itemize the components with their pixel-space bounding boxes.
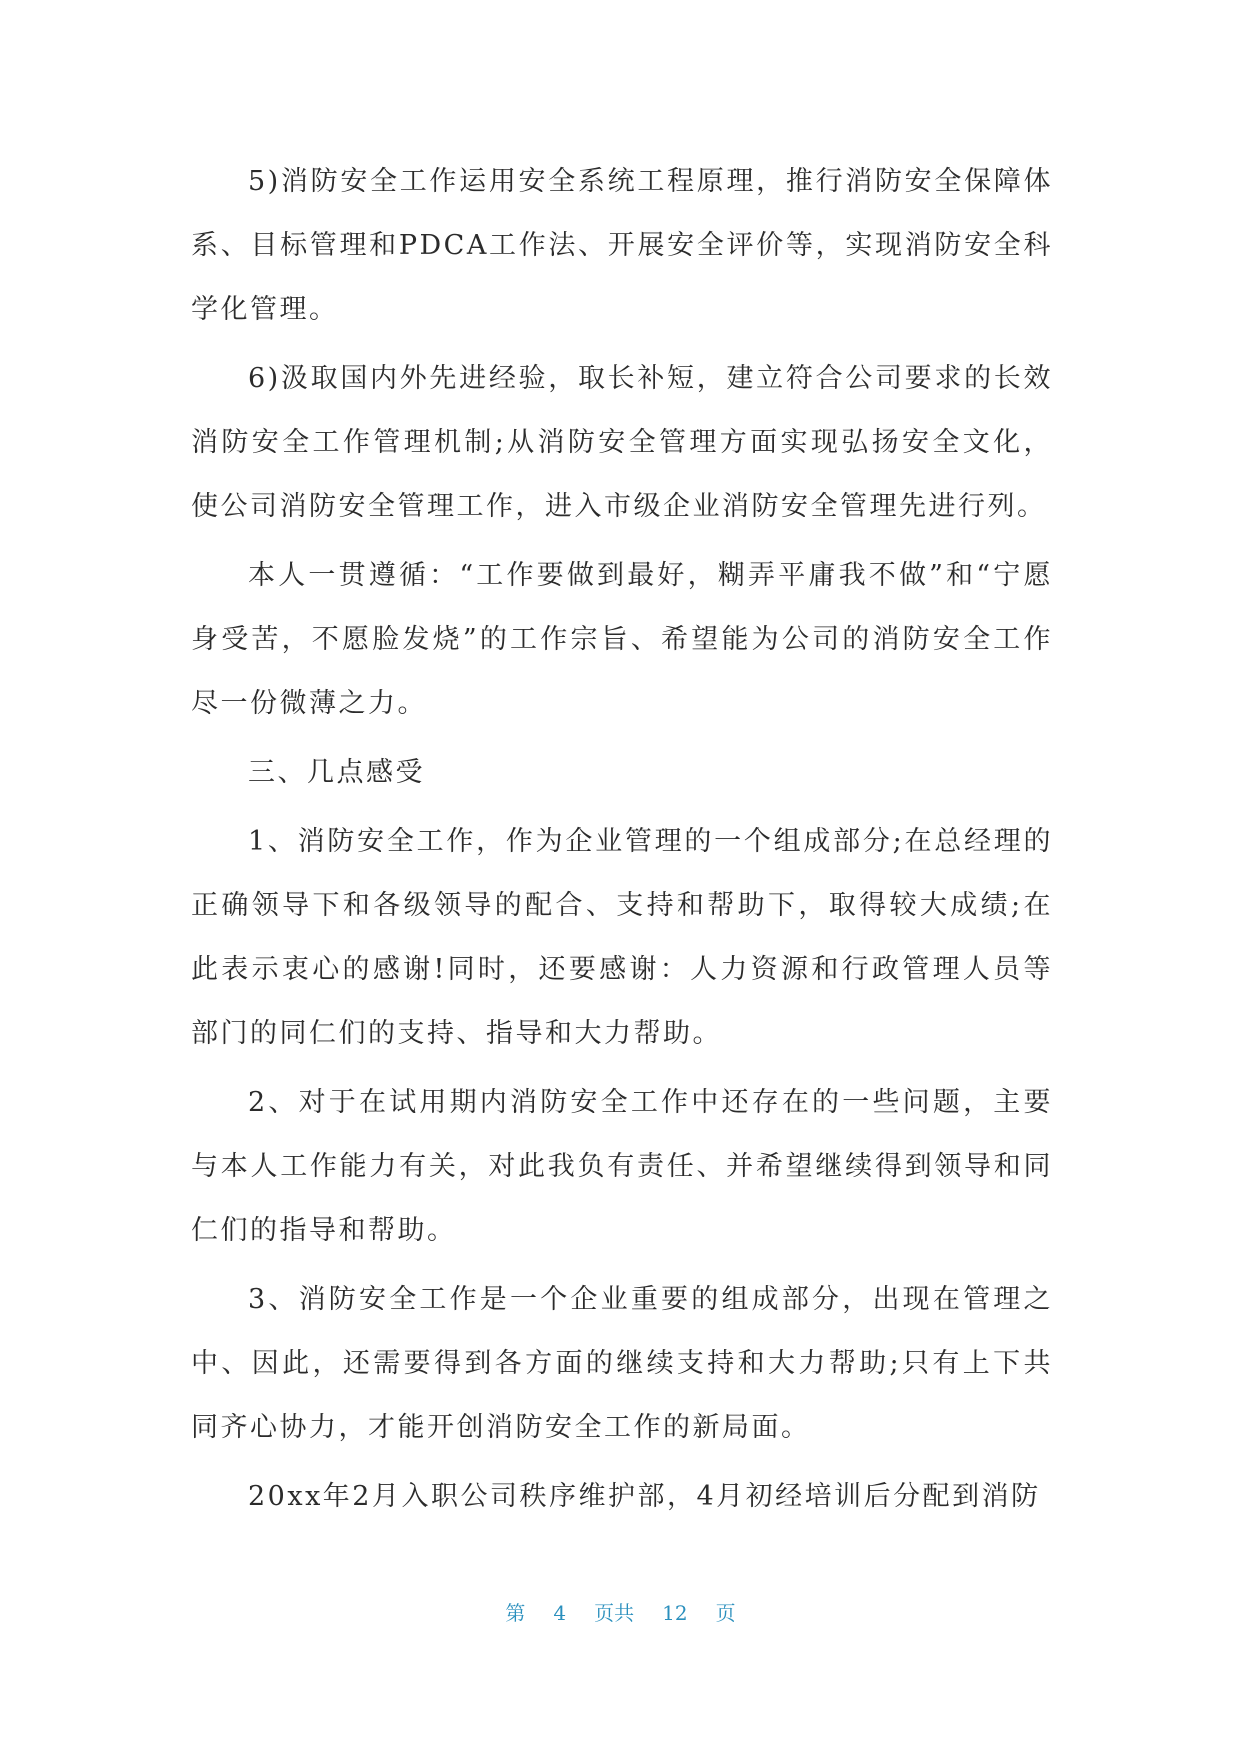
footer-total-pages: 12 (662, 1601, 688, 1625)
section-heading: 三、几点感受 (248, 757, 425, 788)
footer-suffix: 页 (715, 1601, 736, 1625)
paragraph-principle: 本人一贯遵循：“工作要做到最好，糊弄平庸我不做”和“宁愿身受苦，不愿脸发烧”的工作宗旨、希望能为公司的消防安全工作尽一份微薄之力。 (191, 560, 1053, 719)
paragraph-intro: 20xx年2月入职公司秩序维护部，4月初经培训后分配到消防 (248, 1481, 1041, 1512)
paragraph-item-5: 5)消防安全工作运用安全系统工程原理，推行消防安全保障体系、目标管理和PDCA工作法、开展安全评价等，实现消防安全科学化管理。 (191, 166, 1053, 325)
paragraph-feeling-3: 3、消防安全工作是一个企业重要的组成部分，出现在管理之中、因此，还需要得到各方面的继续支持和大力帮助;只有上下共同齐心协力，才能开创消防安全工作的新局面。 (191, 1284, 1053, 1443)
paragraph-feeling-1: 1、消防安全工作，作为企业管理的一个组成部分;在总经理的正确领导下和各级领导的配合、支持和帮助下，取得较大成绩;在此表示衷心的感谢!同时，还要感谢：人力资源和行政管理人员等部门的同仁们的支持、指导和大力帮助。 (191, 826, 1053, 1049)
footer-prefix: 第 (505, 1601, 526, 1625)
footer-current-page: 4 (553, 1601, 567, 1625)
footer-middle: 页共 (594, 1601, 635, 1625)
page-footer (0, 1597, 1241, 1626)
paragraph-item-6: 6)汲取国内外先进经验，取长补短，建立符合公司要求的长效消防安全工作管理机制;从消防安全管理方面实现弘扬安全文化，使公司消防安全管理工作，进入市级企业消防安全管理先进行列。 (191, 363, 1053, 522)
paragraph-feeling-2: 2、对于在试用期内消防安全工作中还存在的一些问题，主要与本人工作能力有关，对此我负有责任、并希望继续得到领导和同仁们的指导和帮助。 (191, 1087, 1053, 1246)
document-body (191, 150, 1053, 1534)
